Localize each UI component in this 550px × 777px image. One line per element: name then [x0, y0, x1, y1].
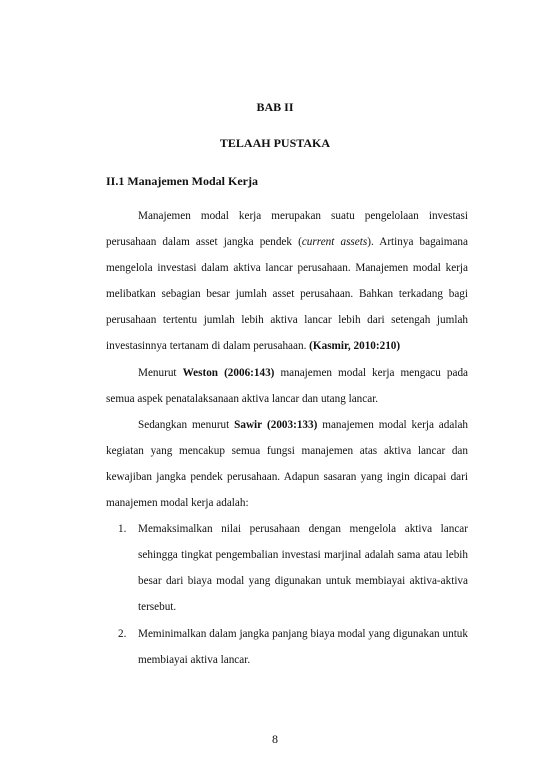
paragraph-text: Sedangkan menurut: [138, 418, 235, 431]
citation: (Kasmir, 2010:210): [309, 340, 401, 353]
list-number: 1.: [118, 523, 127, 536]
paragraph-text: Menurut: [138, 366, 183, 379]
list-number: 2.: [118, 627, 127, 640]
paragraph-text: Manajemen modal kerja merupakan suatu pengelolaan investasi perusahaan dalam asset jangka pendek (: [106, 210, 468, 249]
chapter-title: TELAAH PUSTAKA: [219, 136, 331, 150]
list-item: [106, 516, 468, 620]
italic-term: current assets: [301, 236, 368, 249]
paragraph-text: manajemen modal kerja adalah kegiatan yang mencakup semua fungsi manajemen atas aktiva lancar dan kewajiban jangka pendek perusahaan. Adapun sasaran yang ingin dicapai dari manajemen modal kerja adalah:: [106, 418, 468, 510]
paragraph-3: [106, 412, 468, 516]
paragraph-1: [106, 203, 468, 360]
page-number: 8: [272, 732, 278, 746]
paragraph-text: manajemen modal kerja mengacu pada semua aspek penatalaksanaan aktiva lancar dan utang lancar.: [106, 366, 469, 405]
objective-list: [106, 516, 468, 673]
list-text: Meminimalkan dalam jangka panjang biaya modal yang digunakan untuk membiayai aktiva lancar.: [138, 627, 468, 666]
citation-year: (2006:143): [224, 366, 275, 379]
section-heading: II.1 Manajemen Modal Kerja: [106, 174, 258, 188]
citation-author: Weston: [182, 366, 219, 379]
list-text: Memaksimalkan nilai perusahaan dengan mengelola aktiva lancar sehingga tingkat pengembalian investasi marjinal adalah sama atau lebih besar dari biaya modal yang digunakan untuk membiayai aktiva-aktiva tersebut.: [138, 523, 468, 614]
citation-year: (2003:133): [267, 418, 318, 431]
list-item: [106, 621, 468, 673]
body-text: [106, 203, 468, 673]
chapter-number: BAB II: [256, 100, 294, 114]
paragraph-text: ). Artinya bagaimana mengelola investasi dalam aktiva lancar perusahaan. Manajemen modal kerja melibatkan sebagian besar jumlah asset perusahaan. Bahkan terkadang bagi perusahaan tertentu jumlah lebih aktiva lancar lebih dari setengah jumlah investasinnya tertanam di dalam perusahaan.: [106, 236, 468, 353]
citation-author: Sawir: [234, 418, 263, 431]
paragraph-2: [106, 360, 468, 412]
